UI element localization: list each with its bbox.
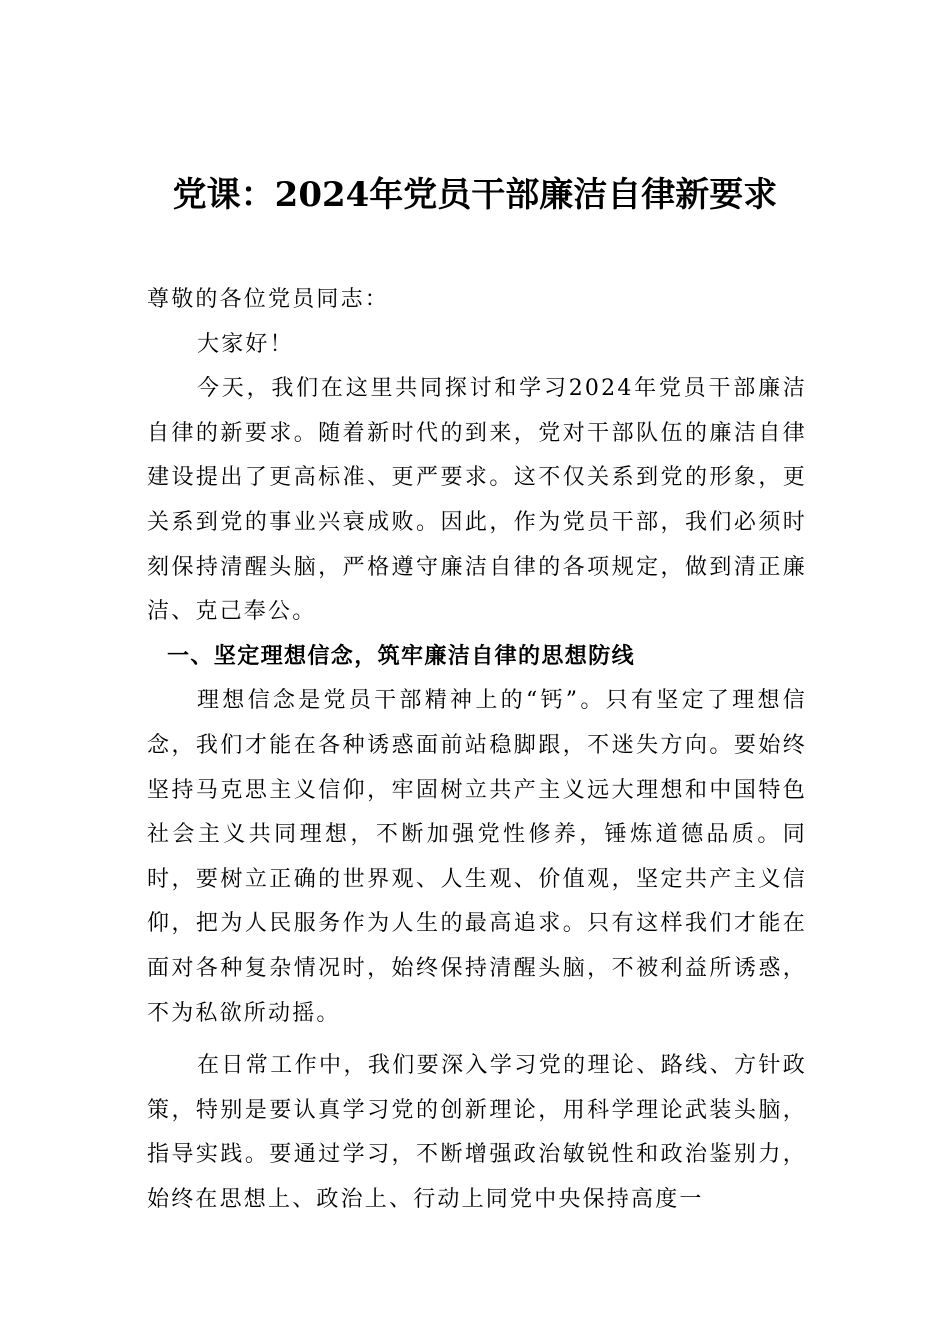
- section-paragraph: 在日常工作中，我们要深入学习党的理论、路线、方针政策，特别是要认真学习党的创新理论，用科学理论武装头脑，指导实践。要通过学习，不断增强政治敏锐性和政治鉴别力，始终在思想上、政治上、行动上同党中央保持高度一: [147, 1053, 807, 1212]
- section-heading: 一、坚定理想信念，筑牢廉洁自律的思想防线: [167, 643, 636, 669]
- section-paragraph: 理想信念是党员干部精神上的“钙”。只有坚定了理想信念，我们才能在各种诱惑面前站稳脚跟，不迷失方向。要始终坚持马克思主义信仰，牢固树立共产主义远大理想和中国特色社会主义共同理想，不断加强党性修养，锤炼道德品质。同时，要树立正确的世界观、人生观、价值观，坚定共产主义信仰，把为人民服务作为人生的最高追求。只有这样我们才能在面对各种复杂情况时，始终保持清醒头脑，不被利益所诱惑，不为私欲所动摇。: [147, 688, 807, 1026]
- intro-paragraph: 今天，我们在这里共同探讨和学习2024年党员干部廉洁自律的新要求。随着新时代的到来，党对干部队伍的廉洁自律建设提出了更高标准、更严要求。这不仅关系到党的形象，更关系到党的事业兴衰成败。因此，作为党员干部，我们必须时刻保持清醒头脑，严格遵守廉洁自律的各项规定，做到清正廉洁、克己奉公。: [147, 376, 807, 625]
- salutation: 尊敬的各位党员同志：: [147, 287, 390, 312]
- document-title: 党课：2024年党员干部廉洁自律新要求: [172, 175, 778, 215]
- greeting: 大家好！: [197, 331, 294, 357]
- document-body: [147, 278, 807, 1222]
